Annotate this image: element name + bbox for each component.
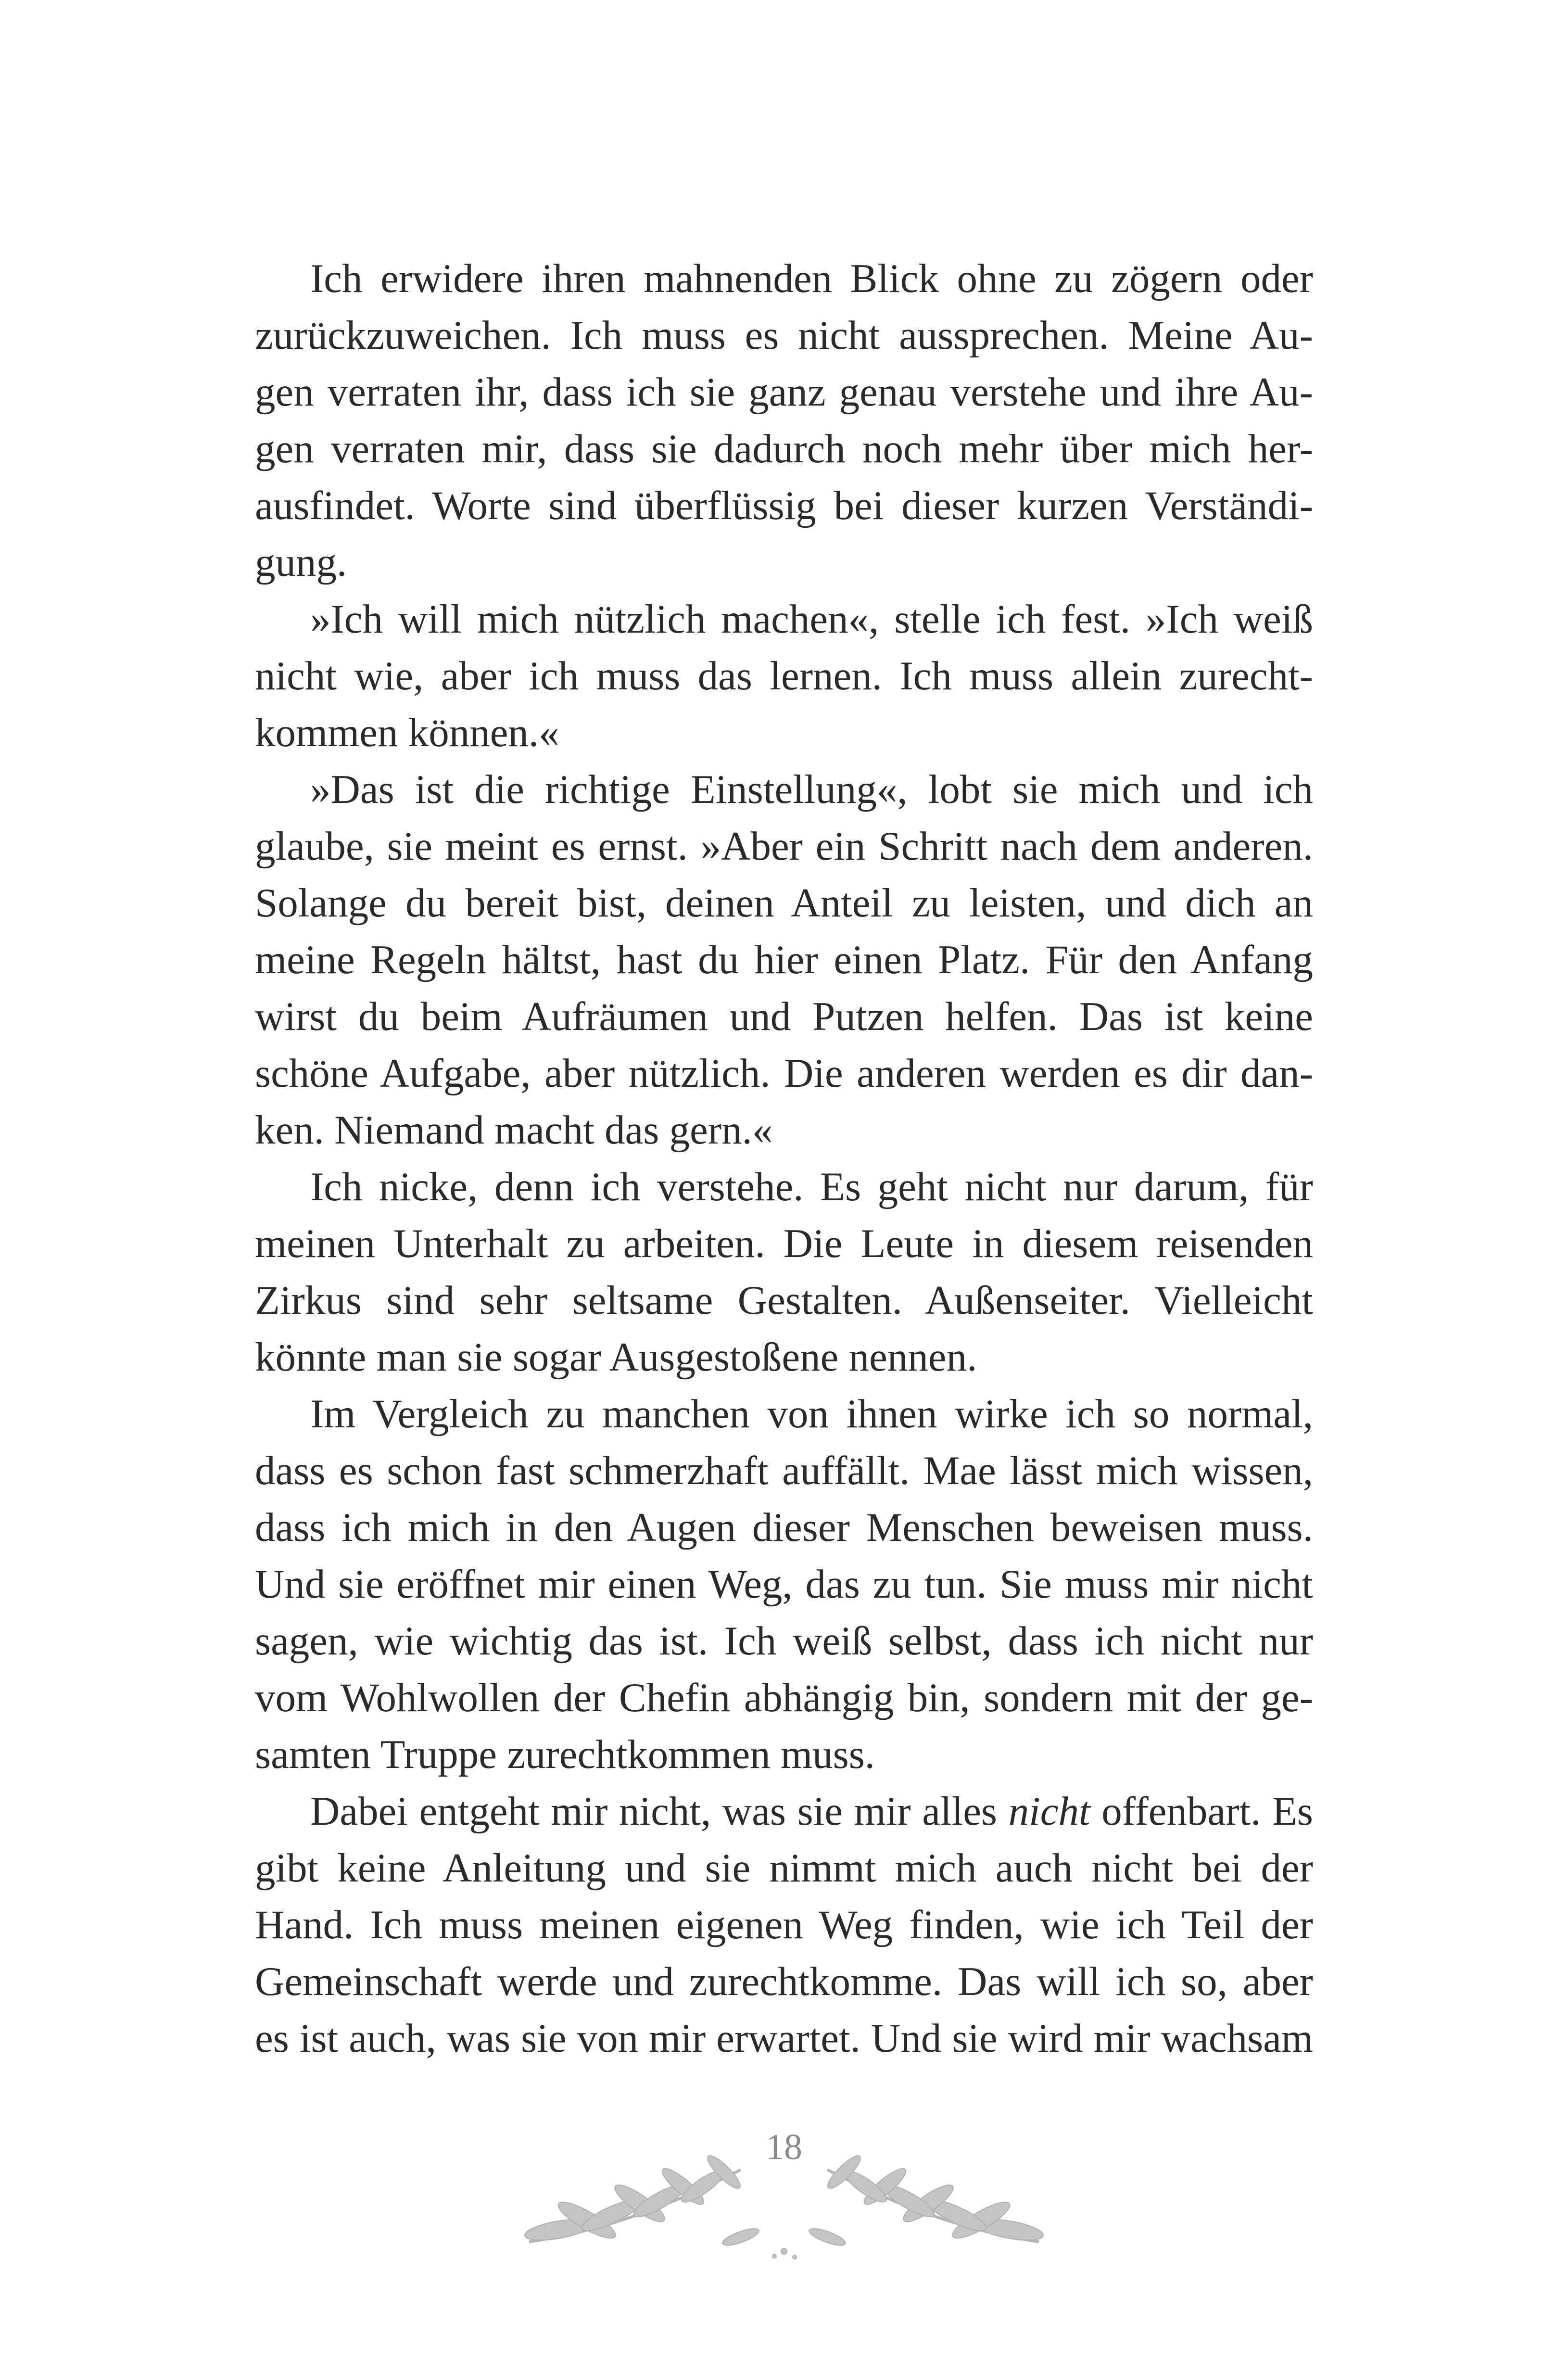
text-line: glaube, sie meint es ernst. »Aber ein Schritt nach dem anderen. xyxy=(255,824,1313,869)
text-line: gen verraten ihr, dass ich sie ganz genau verstehe und ihre Au- xyxy=(255,369,1313,415)
text-line: kommen können.« xyxy=(255,710,559,755)
text-line: Solange du bereit bist, deinen Anteil zu leisten, und dich an xyxy=(255,880,1313,926)
text-line: »Das ist die richtige Einstellung«, lobt sie mich und ich xyxy=(310,767,1313,812)
text-line: könnte man sie sogar Ausgestoßene nennen. xyxy=(255,1335,977,1380)
text-line: Und sie eröffnet mir einen Weg, das zu tun. Sie muss mir nicht xyxy=(255,1562,1313,1607)
text-line: samten Truppe zurechtkommen muss. xyxy=(255,1732,875,1777)
text-line: Zirkus sind sehr seltsame Gestalten. Außenseiter. Vielleicht xyxy=(255,1278,1313,1323)
emphasis-text: nicht xyxy=(1008,1789,1090,1834)
text-line: meine Regeln hältst, hast du hier einen Platz. Für den Anfang xyxy=(255,937,1313,982)
text-line: »Ich will mich nützlich machen«, stelle ich fest. »Ich weiß xyxy=(310,597,1313,642)
text-segment: offenbart. Es xyxy=(1090,1789,1313,1834)
text-segment: Dabei entgeht mir nicht, was sie mir alles xyxy=(310,1789,1009,1834)
text-line: gung. xyxy=(255,540,347,585)
text-line: es ist auch, was sie von mir erwartet. Und sie wird mir wachsam xyxy=(255,2016,1313,2061)
text-line: Gemeinschaft werde und zurechtkomme. Das will ich so, aber xyxy=(255,1959,1313,2004)
text-line: zurückzuweichen. Ich muss es nicht aussprechen. Meine Au- xyxy=(255,313,1313,358)
text-line: gen verraten mir, dass sie dadurch noch mehr über mich her- xyxy=(255,426,1313,471)
text-line: Im Vergleich zu manchen von ihnen wirke ich so normal, xyxy=(310,1391,1313,1436)
text-line: meinen Unterhalt zu arbeiten. Die Leute in diesem reisenden xyxy=(255,1221,1313,1266)
page-footer xyxy=(471,2107,1097,2271)
text-line: gibt keine Anleitung und sie nimmt mich auch nicht bei der xyxy=(255,1845,1313,1891)
text-line: ken. Niemand macht das gern.« xyxy=(255,1107,773,1153)
text-line: dass es schon fast schmerzhaft auffällt. Mae lässt mich wissen, xyxy=(255,1448,1313,1493)
page-number: 18 xyxy=(766,2127,802,2167)
text-line xyxy=(255,1783,1313,1840)
text-line: dass ich mich in den Augen dieser Menschen beweisen muss. xyxy=(255,1505,1313,1550)
text-line: vom Wohlwollen der Chefin abhängig bin, sondern mit der ge- xyxy=(255,1675,1313,1720)
text-line: wirst du beim Aufräumen und Putzen helfen. Das ist keine xyxy=(255,994,1313,1039)
text-line: sagen, wie wichtig das ist. Ich weiß selbst, dass ich nicht nur xyxy=(255,1618,1313,1664)
text-line: ausfindet. Worte sind überflüssig bei dieser kurzen Verständi- xyxy=(255,483,1313,528)
text-line: Ich nicke, denn ich verstehe. Es geht nicht nur darum, für xyxy=(310,1164,1313,1209)
text-line: nicht wie, aber ich muss das lernen. Ich muss allein zurecht- xyxy=(255,653,1313,699)
text-line: Hand. Ich muss meinen eigenen Weg finden, wie ich Teil der xyxy=(255,1902,1313,1947)
text-line: schöne Aufgabe, aber nützlich. Die anderen werden es dir dan- xyxy=(255,1051,1313,1096)
text-line: Ich erwidere ihren mahnenden Blick ohne zu zögern oder xyxy=(310,256,1313,301)
